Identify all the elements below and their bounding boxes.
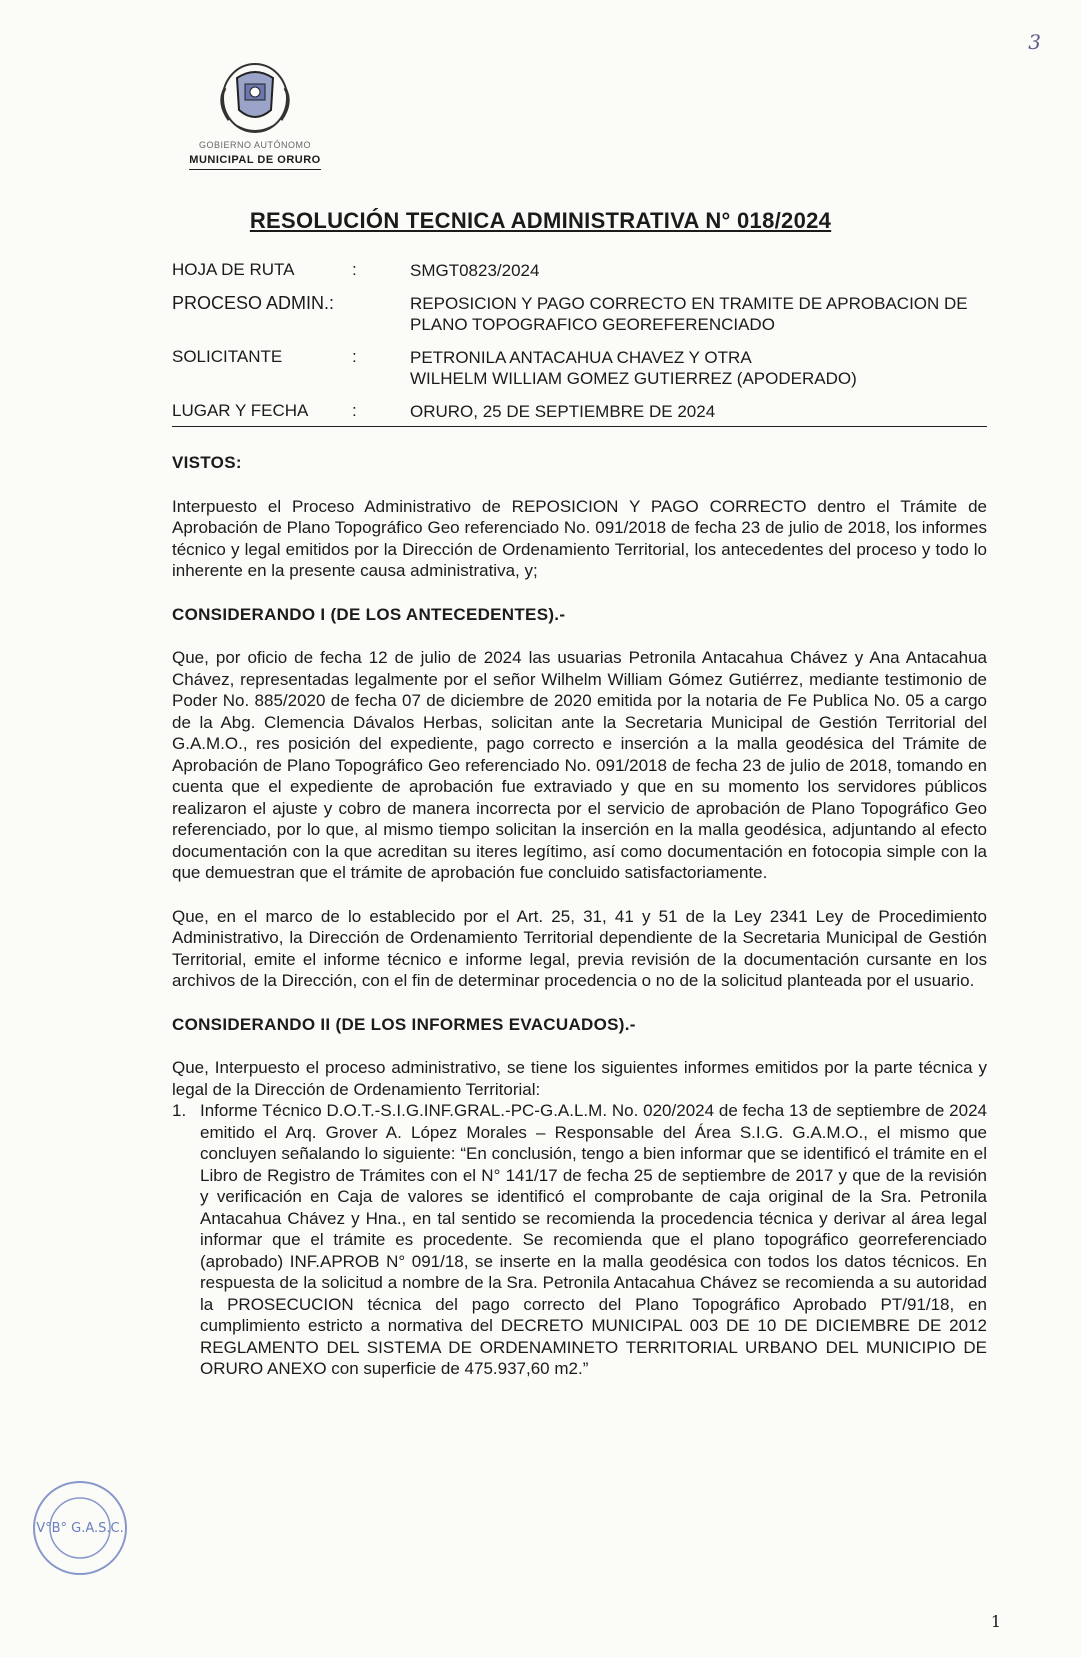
informes-list [172,1100,987,1380]
considerando-2-heading: CONSIDERANDO II (DE LOS INFORMES EVACUADOS).- [172,1014,636,1034]
document-body [172,452,987,1380]
list-text: Informe Técnico D.O.T.-S.I.G.INF.GRAL.-PC-G.A.L.M. No. 020/2024 de fecha 13 de septiembre de 2024 emitido el Arq. Grover A. López Morales – Responsable del Área S.I.G. G.A.M.O., el mismo que concluyen señalando lo siguiente: “En conclusión, tengo a bien informar que se identificó el trámite en el Libro de Registro de Trámites con el N° 141/17 de fecha 25 de septiembre de 2017 y que de la revisión y verificación en Caja de valores se identificó el comprobante de caja original de la Sra. Petronila Antacahua Chávez y Hna., en tal sentido se recomienda la procedencia técnica y derivar al área legal informar que el trámite es procedente. Se recomienda que el plano topográfico georreferenciado (aprobado) INF.APROB N° 091/18, se inserte en la malla geodésica con todos los datos técnicos. En respuesta de la solicitud a nombre de la Sra. Petronila Antacahua Chávez se recomienda a su autoridad la PROSECUCION técnica del pago correcto del Plano Topográfico Aprobado PT/91/18, en cumplimiento estricto a normativa del DECRETO MUNICIPAL 003 DE 10 DE DICIEMBRE DE 2012 REGLAMENTO DEL SISTEMA DE ORDENAMINETO TERRITORIAL URBANO DEL MUNICIPIO DE ORURO ANEXO con superficie de 475.937,60 m2.” [200,1101,987,1378]
meta-row-solicitante [172,347,987,389]
considerando-1-paragraph-2: Que, en el marco de lo establecido por el Art. 25, 31, 41 y 51 de la Ley 2341 Ley de Procedimiento Administrativo, la Dirección de Ordenamiento Territorial dependiente de la Secretaria Municipal de Gestión Territorial, emite el informe técnico e informe legal, previa revisión de la documentación cursante en los archivos de la Dirección, con el fin de determinar procedencia o no de la solicitud planteada por el usuario. [172,906,987,990]
considerando-2-intro: Que, Interpuesto el proceso administrativo, se tiene los siguientes informes emitidos por la parte técnica y legal de la Dirección de Ordenamiento Territorial: [172,1058,987,1099]
lugar-label: LUGAR Y FECHA [172,401,309,420]
list-item [172,1100,987,1380]
proceso-value: REPOSICION Y PAGO CORRECTO EN TRAMITE DE APROBACION DE PLANO TOPOGRAFICO GEOREFERENCIADO [410,294,968,334]
solicitante-value [410,347,987,389]
meta-divider [172,426,987,427]
document-title: RESOLUCIÓN TECNICA ADMINISTRATIVA N° 018/2024 [249,208,832,233]
official-stamp [30,1478,130,1583]
proceso-label: PROCESO ADMIN.: [172,293,335,313]
municipal-logo [175,58,335,170]
colon: : [352,260,357,279]
solicitante-line-1: PETRONILA ANTACAHUA CHAVEZ Y OTRA [410,348,752,367]
meta-row-hoja [172,260,987,281]
colon-spacer [352,293,410,335]
lugar-value: ORURO, 25 DE SEPTIEMBRE DE 2024 [410,402,716,421]
meta-row-lugar [172,401,987,422]
colon: : [352,347,357,366]
stamp-seal-icon [30,1478,130,1578]
meta-row-proceso [172,293,987,335]
vistos-paragraph: Interpuesto el Proceso Administrativo de REPOSICION Y PAGO CORRECTO dentro el Trámite de Aprobación de Plano Topográfico Geo referenciado No. 091/2018 de fecha 23 de julio de 2018, los informes técnico y legal emitidos por la Dirección de Ordenamiento Territorial, los antecedentes del proceso y todo lo inherente en la presente causa administrativa, y; [172,496,987,580]
coat-of-arms-icon [207,58,303,138]
vistos-heading: VISTOS: [172,453,242,472]
logo-title: MUNICIPAL DE ORURO [189,154,320,170]
list-number: 1. [172,1101,187,1120]
solicitante-label: SOLICITANTE [172,347,283,366]
hoja-label: HOJA DE RUTA [172,260,295,279]
logo-subtitle: GOBIERNO AUTÓNOMO [198,140,311,150]
considerando-1-heading: CONSIDERANDO I (DE LOS ANTECEDENTES).- [172,604,566,624]
stamp-text: V°B° G.A.S.C. [36,1521,124,1536]
hoja-value: SMGT0823/2024 [410,261,540,280]
considerando-1-paragraph-1: Que, por oficio de fecha 12 de julio de 2024 las usuarias Petronila Antacahua Chávez y Ana Antacahua Chávez, representadas legalmente por el señor Wilhelm William Gómez Gutiérrez, mediante testimonio de Poder No. 885/2020 de fecha 07 de diciembre de 2020 emitida por la notaria de Fe Publica No. 05 a cargo de la Abg. Clemencia Dávalos Herbas, solicitan ante la Secretaria Municipal de Gestión Territorial del G.A.M.O., res posición del expediente, pago correcto e inserción a la malla geodésica del Trámite de Aprobación de Plano Topográfico Geo referenciado No. 091/2018 de fecha 23 de julio de 2018, tomando en cuenta que el expediente de aprobación fue extraviado y que en su momento los servidores públicos realizaron el ajuste y cobro de manera incorrecta por el servicio de aprobación de Plano Topográfico Geo referenciado, por lo que, al mismo tiempo solicitan la inserción en la malla geodésica, adjuntando al efecto documentación con la que acreditan su iteres legítimo, así como documentación en fotocopia simple con la que demuestran que el trámite de aprobación fue concluido satisfactoriamente. [172,648,987,882]
page-number: 1 [990,1612,1001,1631]
handwritten-page-number: 3 [1028,30,1041,54]
solicitante-line-2: WILHELM WILLIAM GOMEZ GUTIERREZ (APODERADO) [410,369,857,388]
colon: : [352,401,357,420]
meta-table [172,260,987,427]
